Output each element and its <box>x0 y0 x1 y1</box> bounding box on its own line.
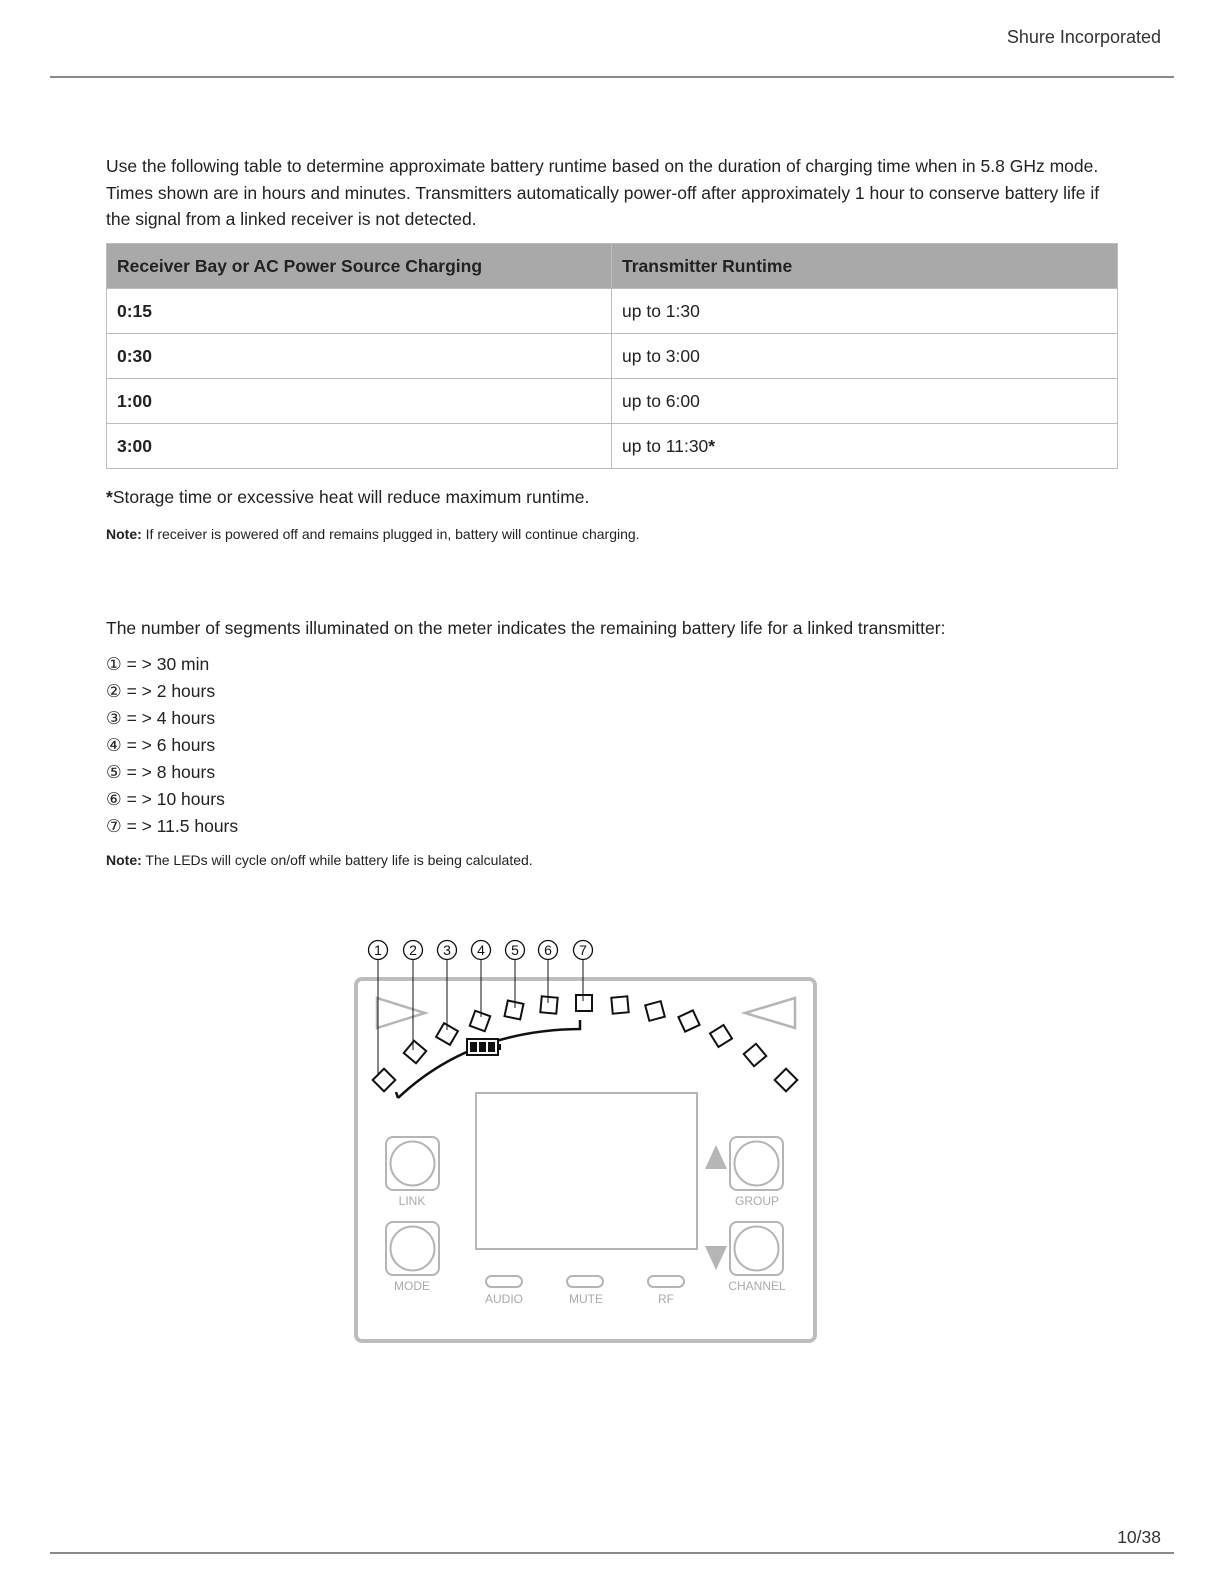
company-name: Shure Incorporated <box>1006 27 1161 47</box>
callout-number: 5 <box>511 942 519 958</box>
level-text: = > 2 hours <box>121 681 216 701</box>
rf-led <box>648 1276 684 1287</box>
runtime-cell <box>612 424 1118 469</box>
mode-button-knob[interactable] <box>391 1227 435 1271</box>
note-text: If receiver is powered off and remains plugged in, battery will continue charging. <box>141 526 640 542</box>
runtime-value: up to 1:30 <box>622 300 700 321</box>
battery-icon <box>467 1039 501 1055</box>
runtime-mark: * <box>708 435 716 456</box>
display-screen <box>476 1093 697 1249</box>
charging-cell: 3:00 <box>107 424 612 469</box>
level-glyph: ② <box>106 681 122 701</box>
level-text: = > 30 min <box>121 654 210 674</box>
list-item <box>106 813 238 840</box>
level-glyph: ③ <box>106 708 122 728</box>
list-item <box>106 678 238 705</box>
callout-number: 4 <box>477 942 485 958</box>
level-glyph: ⑦ <box>106 816 122 836</box>
note-label: Note: <box>106 526 142 542</box>
mute-led <box>567 1276 603 1287</box>
level-text: = > 11.5 hours <box>121 816 239 836</box>
runtime-value: up to 6:00 <box>622 390 700 411</box>
runtime-table <box>106 243 1118 469</box>
charging-cell: 0:15 <box>107 289 612 334</box>
level-glyph: ⑥ <box>106 789 122 809</box>
header-divider <box>50 76 1174 78</box>
page-number: 10/38 <box>1117 1527 1161 1547</box>
level-text: = > 10 hours <box>121 789 225 809</box>
runtime-cell <box>612 379 1118 424</box>
runtime-value: up to 11:30 <box>622 435 709 456</box>
audio-led <box>486 1276 522 1287</box>
runtime-value: up to 3:00 <box>622 345 700 366</box>
column-header-charging: Receiver Bay or AC Power Source Charging <box>107 244 612 289</box>
link-button-knob[interactable] <box>391 1142 435 1186</box>
list-item <box>106 759 238 786</box>
footer-divider <box>50 1552 1174 1554</box>
receiver-panel-diagram <box>340 930 840 1360</box>
rf-label: RF <box>658 1292 674 1306</box>
level-glyph: ① <box>106 654 122 674</box>
level-glyph: ⑤ <box>106 762 122 782</box>
table-footnote <box>106 487 1118 508</box>
meter-intro-text: The number of segments illuminated on the meter indicates the remaining battery life for a linked transmitter: <box>106 618 946 638</box>
footnote-mark: * <box>106 487 113 507</box>
group-button-knob[interactable] <box>735 1142 779 1186</box>
callout-number: 3 <box>443 942 451 958</box>
intro-paragraph: Use the following table to determine approximate battery runtime based on the duration of charging time when in 5.8 GHz mode. Times shown are in hours and minutes. Transmitters automatically power-off after approximately 1 hour to conserve battery life if the signal from a linked receiver is not detected. <box>106 156 1100 229</box>
note-label: Note: <box>106 852 142 868</box>
callout-number: 2 <box>409 942 417 958</box>
list-item <box>106 732 238 759</box>
table-row <box>107 289 1118 334</box>
mode-label: MODE <box>394 1279 430 1293</box>
callouts <box>369 941 593 960</box>
runtime-cell <box>612 334 1118 379</box>
group-label: GROUP <box>734 1194 780 1208</box>
note-text: The LEDs will cycle on/off while battery life is being calculated. <box>141 852 533 868</box>
level-text: = > 4 hours <box>121 708 216 728</box>
channel-button-knob[interactable] <box>735 1227 779 1271</box>
list-item <box>106 705 238 732</box>
level-text: = > 8 hours <box>121 762 216 782</box>
table-row <box>107 379 1118 424</box>
charging-cell: 0:30 <box>107 334 612 379</box>
footnote-text: Storage time or excessive heat will reduce maximum runtime. <box>112 487 590 507</box>
mute-label: MUTE <box>569 1292 603 1306</box>
list-item <box>106 651 238 678</box>
table-header-row <box>107 244 1118 289</box>
list-item <box>106 786 238 813</box>
callout-number: 6 <box>544 942 552 958</box>
callout-number: 1 <box>374 942 382 958</box>
level-glyph: ④ <box>106 735 122 755</box>
charging-cell: 1:00 <box>107 379 612 424</box>
column-header-runtime: Transmitter Runtime <box>612 244 1118 289</box>
runtime-cell <box>612 289 1118 334</box>
charging-note <box>106 526 1118 542</box>
channel-label: CHANNEL <box>728 1279 786 1293</box>
callout-number: 7 <box>579 942 587 958</box>
level-text: = > 6 hours <box>121 735 216 755</box>
table-row <box>107 334 1118 379</box>
led-note <box>106 852 1118 868</box>
table-row <box>107 424 1118 469</box>
battery-level-list <box>106 651 238 840</box>
link-label: LINK <box>398 1194 426 1208</box>
audio-label: AUDIO <box>484 1292 524 1306</box>
